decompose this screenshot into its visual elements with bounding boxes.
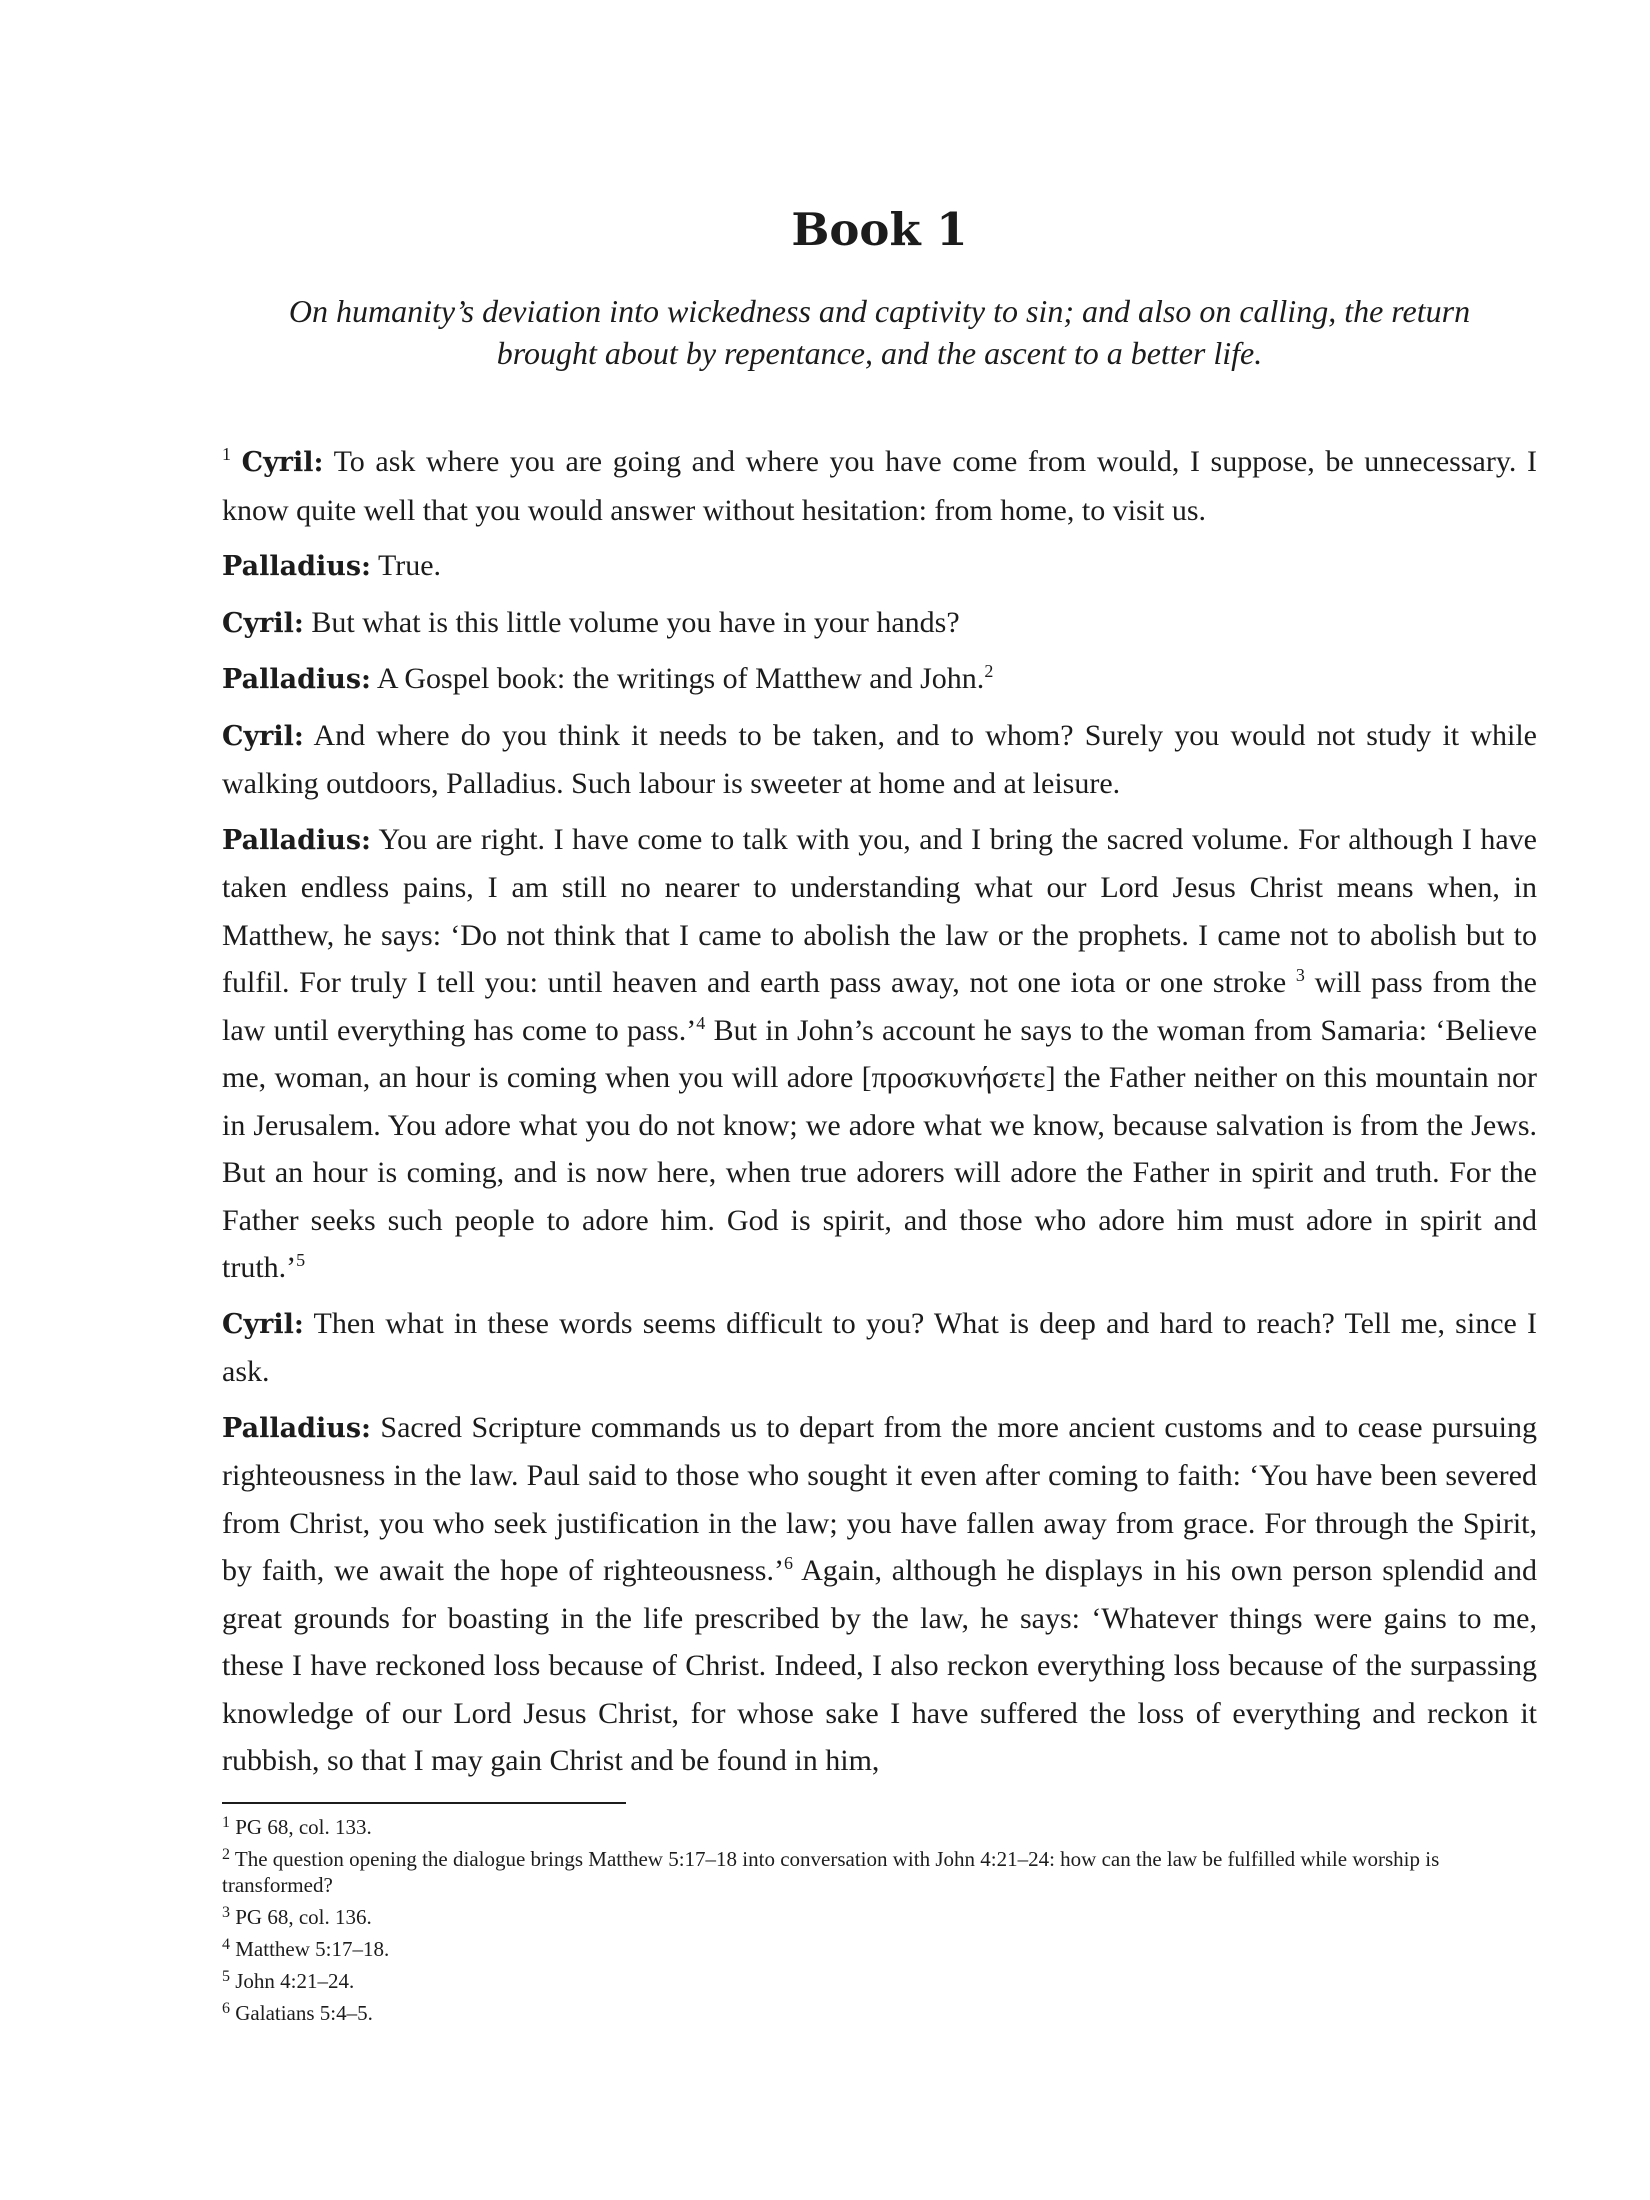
footnote-text: PG 68, col. 136. [235, 1905, 372, 1929]
dialogue-paragraph [222, 655, 1537, 704]
speaker-label: Palladius: [222, 1412, 372, 1444]
footnote [222, 1936, 1537, 1962]
paragraph-text: Again, although he displays in his own person splendid and great grounds for boasting in the life prescribed by the law, he says: ‘Whatever things were gains to me, these I have reckoned loss because of Christ. Indeed, I also reckon everything loss because of the surpassing knowledge of our Lord Jesus Christ, for whose sake I have suffered the loss of everything and reckon it rubbish, so that I may gain Christ and be found in him, [222, 1554, 1537, 1777]
speaker-label: Palladius: [222, 664, 372, 695]
speaker-label: Cyril: [222, 1308, 304, 1340]
page-reference-marker: 1 [222, 444, 231, 464]
paragraph-text: And where do you think it needs to be taken, and to whom? Surely you would not study it while walking outdoors, Palladius. Such labour is sweeter at home and at leisure. [222, 718, 1537, 800]
paragraph-text: will pass from the law until everything has come to pass.’ [222, 966, 1537, 1047]
speaker-label: Cyril: [241, 447, 324, 478]
footnote-marker[interactable]: 2 [984, 661, 994, 681]
paragraph-text: Sacred Scripture commands us to depart from the more ancient customs and to cease pursuing righteousness in the law. Paul said to those who sought it even after coming to faith: ‘You have been severed from Christ, you who seek justification in the law; you have fallen away from grace. For through the Spirit, by faith, we await the hope of righteousness.’ [222, 1410, 1537, 1587]
footnote [222, 1904, 1537, 1930]
paragraph-text: Then what in these words seems difficult to you? What is deep and hard to reach? Tell me, since I ask. [222, 1306, 1537, 1388]
footnote [222, 2000, 1537, 2026]
dialogue-paragraph [222, 438, 1537, 534]
footnote-text: John 4:21–24. [235, 1969, 355, 1993]
dialogue-paragraph [222, 712, 1537, 808]
speaker-label: Palladius: [222, 824, 372, 856]
paragraph-text: A Gospel book: the writings of Matthew and John. [371, 662, 985, 695]
footnote-number: 5 [222, 1968, 230, 1985]
dialogue-paragraph [222, 816, 1537, 1292]
footnote-text: Matthew 5:17–18. [235, 1937, 390, 1961]
paragraph-text: You are right. I have come to talk with you, and I bring the sacred volume. For although I have taken endless pains, I am still no nearer to understanding what our Lord Jesus Christ means when, in Matthew, he says: ‘Do not think that I came to abolish the law or the prophets. I came not to abolish but to fulfil. For truly I tell you: until heaven and earth pass away, not one iota or one stroke [222, 822, 1537, 999]
footnote-marker[interactable]: 4 [696, 1012, 706, 1033]
paragraph-text: But what is this little volume you have in your hands? [303, 605, 960, 639]
paragraph-text: True. [371, 549, 442, 582]
footnote-marker[interactable]: 6 [783, 1553, 793, 1573]
footnote-divider [222, 1802, 626, 1804]
footnote-marker[interactable]: 5 [296, 1250, 306, 1270]
speaker-label: Cyril: [222, 607, 304, 639]
footnote [222, 1814, 1537, 1840]
footnote-text: The question opening the dialogue brings Matthew 5:17–18 into conversation with John 4:21–24: how can the law be fulfilled while worship is transformed? [222, 1847, 1440, 1897]
dialogue-paragraph [222, 542, 1537, 591]
footnotes [222, 1814, 1537, 2032]
dialogue-paragraph [222, 1300, 1537, 1396]
page-subtitle: On humanity’s deviation into wickedness and captivity to sin; and also on calling, the return brought about by repentance, and the ascent to a better life. [288, 293, 1471, 371]
footnote-text: Galatians 5:4–5. [235, 2001, 373, 2025]
page-reference-marker: 3 [1295, 965, 1305, 985]
speaker-label: Palladius: [222, 551, 372, 582]
footnote [222, 1968, 1537, 1994]
paragraph-text: To ask where you are going and where you have come from would, I suppose, be unnecessary. I know quite well that you would answer without hesitation: from home, to visit us. [222, 445, 1537, 527]
footnote-number: 6 [222, 2000, 230, 2017]
footnote-number: 1 [222, 1814, 230, 1831]
speaker-label: Cyril: [222, 720, 304, 752]
dialogue-paragraph [222, 1404, 1537, 1785]
dialogue-body [222, 438, 1537, 1793]
dialogue-paragraph [222, 599, 1537, 648]
footnote-number: 3 [222, 1904, 230, 1921]
footnote-number: 2 [222, 1846, 230, 1863]
footnote-text: PG 68, col. 133. [235, 1815, 372, 1839]
paragraph-text: But in John’s account he says to the woman from Samaria: ‘Believe me, woman, an hour is coming when you will adore [προσκυνήσετε] the Father neither on this mountain nor in Jerusalem. You adore what you do not know; we adore what we know, because salvation is from the Jews. But an hour is coming, and is now here, when true adorers will adore the Father in spirit and truth. For the Father seeks such people to adore him. God is spirit, and those who adore him must adore in spirit and truth.’ [222, 1013, 1538, 1284]
footnote [222, 1846, 1537, 1898]
footnote-number: 4 [222, 1936, 230, 1953]
page-title: Book 1 [791, 203, 968, 256]
